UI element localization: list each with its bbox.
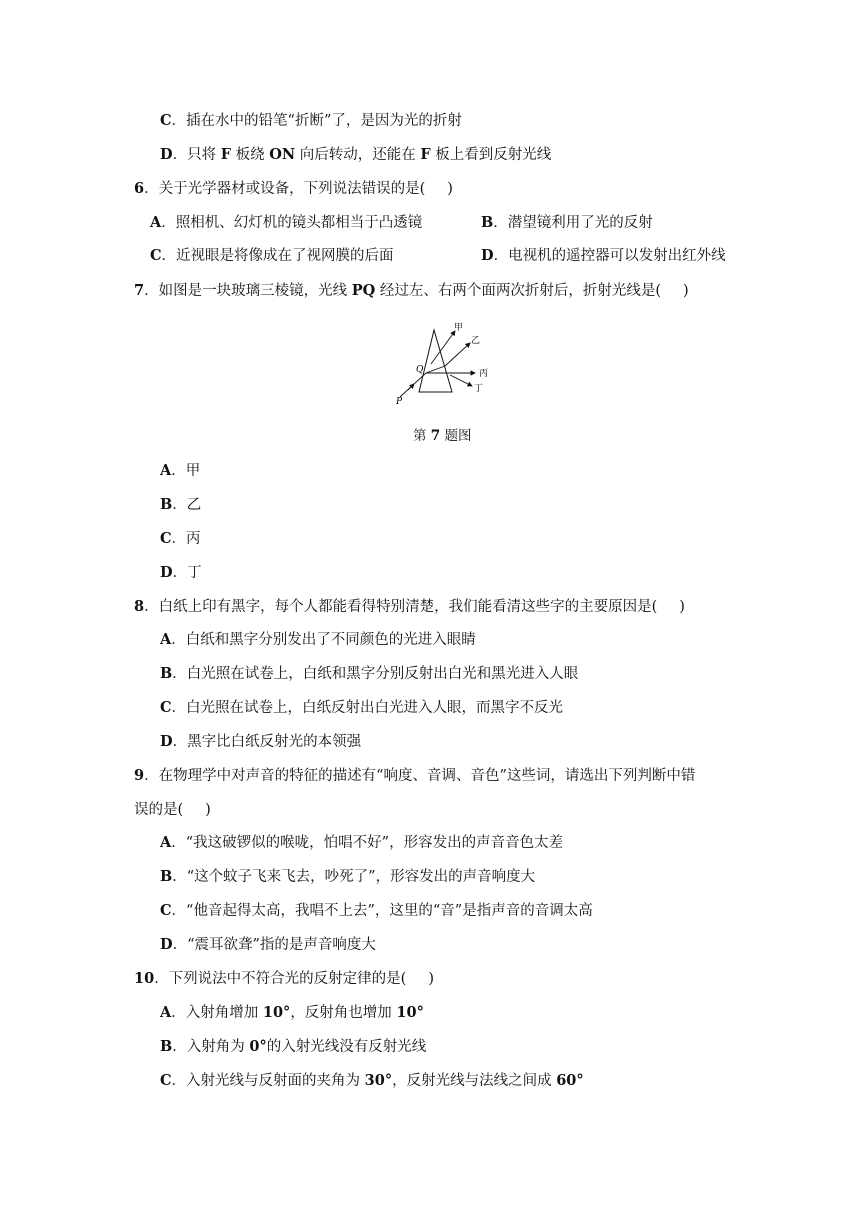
- option-text: ，反射角也增加: [290, 1005, 397, 1021]
- q8-option-c: [160, 698, 563, 718]
- q8-option-b: [160, 664, 578, 684]
- label-bing: 丙: [479, 369, 489, 379]
- option-text: ．黑字比白纸反射光的本领强: [172, 734, 362, 750]
- option-text: ．丙: [171, 531, 201, 547]
- ray-jia: [431, 331, 455, 364]
- option-letter: A: [160, 1004, 172, 1021]
- option-text: ．乙: [172, 497, 202, 513]
- option-text: ．照相机、幻灯机的镜头都相当于凸透镜: [161, 215, 423, 231]
- option-letter: D: [160, 936, 173, 953]
- option-letter: D: [160, 146, 173, 163]
- q5-option-d: [160, 145, 551, 165]
- question-number: 6: [134, 180, 145, 197]
- question-text: ．关于光学器材或设备，下列说法错误的是(: [144, 181, 426, 197]
- answer-paren-close: ): [447, 181, 453, 197]
- q10-option-b: [160, 1037, 426, 1057]
- option-letter: C: [160, 530, 172, 547]
- q9-option-a: [160, 833, 563, 853]
- option-letter: A: [150, 214, 162, 231]
- label-yi: 乙: [471, 336, 481, 346]
- option-letter: C: [160, 902, 172, 919]
- option-text: ．白光照在试卷上，白纸反射出白光进入人眼，而黑字不反光: [171, 700, 564, 716]
- option-letter: C: [160, 112, 172, 129]
- option-text: ．入射光线与反射面的夹角为: [171, 1073, 365, 1089]
- question-number: 9: [134, 767, 145, 784]
- q6-option-c: [150, 246, 394, 266]
- q10-stem: [134, 969, 434, 989]
- label-ding: 丁: [474, 384, 484, 394]
- question-number: 7: [134, 282, 145, 299]
- q10-option-a: [160, 1003, 424, 1023]
- option-text: ．入射角为: [172, 1039, 250, 1055]
- option-letter: A: [160, 462, 172, 479]
- q8-option-d: [160, 732, 361, 752]
- option-text: ．“他音起得太高，我唱不上去”，这里的“音”是指声音的音调太高: [171, 903, 593, 919]
- q5-option-c: [160, 111, 462, 131]
- option-bold: ON: [269, 146, 296, 163]
- question-text: ．下列说法中不符合光的反射定律的是(: [154, 971, 407, 987]
- option-text: 板上看到反射光线: [430, 147, 552, 163]
- option-letter: B: [481, 214, 494, 231]
- option-letter: D: [481, 247, 494, 264]
- option-bold: 30°: [364, 1072, 393, 1089]
- option-letter: B: [160, 665, 173, 682]
- q6-option-b: [481, 213, 653, 233]
- q6-option-a: [150, 213, 422, 233]
- option-letter: A: [160, 834, 172, 851]
- option-bold: 10°: [396, 1004, 424, 1021]
- option-text: ．白纸和黑字分别发出了不同颜色的光进入眼睛: [171, 632, 476, 648]
- answer-paren-close: ): [683, 283, 689, 299]
- q6-option-d: [481, 246, 726, 266]
- option-text: ．“这个蚊子飞来飞去，吵死了”，形容发出的声音响度大: [172, 869, 536, 885]
- option-text: ．电视机的遥控器可以发射出红外线: [493, 248, 726, 264]
- q9-option-b: [160, 867, 535, 887]
- answer-paren-close: ): [679, 599, 685, 615]
- q9-option-d: [160, 935, 376, 955]
- question-number: 8: [134, 598, 145, 615]
- option-text: ．插在水中的铅笔“折断”了，是因为光的折射: [171, 113, 462, 129]
- ray-ding: [450, 375, 472, 386]
- option-letter: D: [160, 733, 173, 750]
- option-text: ．入射角增加: [171, 1005, 263, 1021]
- option-text: ，反射光线与法线之间成: [392, 1073, 557, 1089]
- q8-stem: [134, 597, 685, 617]
- arrow-on-pq: [408, 384, 414, 390]
- option-text: ．白光照在试卷上，白纸和黑字分别反射出白光和黑光进入人眼: [172, 666, 579, 682]
- option-letter: B: [160, 1038, 173, 1055]
- prism-triangle: [419, 330, 452, 392]
- option-bold: 60°: [556, 1072, 584, 1089]
- option-text: 板绕: [230, 147, 270, 163]
- option-text: ．只将: [172, 147, 221, 163]
- q7-option-a: [160, 461, 200, 481]
- question-text: ．如图是一块玻璃三棱镜，光线: [144, 283, 352, 299]
- option-text: ．甲: [171, 463, 201, 479]
- question-text: ．白纸上印有黑字，每个人都能看得特别清楚，我们能看清这些字的主要原因是(: [144, 599, 658, 615]
- option-letter: A: [160, 631, 172, 648]
- answer-paren-close: ): [205, 802, 211, 818]
- option-letter: D: [160, 564, 173, 581]
- q7-option-d: [160, 563, 202, 583]
- figure-caption: 第 7 题图: [413, 428, 472, 444]
- option-letter: B: [160, 868, 173, 885]
- prism-figure: [390, 318, 502, 406]
- question-number: 10: [134, 970, 155, 987]
- q7-option-b: [160, 495, 201, 515]
- ray-inside: [426, 366, 445, 373]
- option-bold: 0°: [249, 1038, 267, 1055]
- q9-stem-line2: [134, 800, 211, 820]
- option-letter: C: [150, 247, 162, 264]
- q9-option-c: [160, 901, 593, 921]
- q7-option-c: [160, 529, 201, 549]
- question-text: 误的是(: [134, 802, 184, 818]
- option-letter: C: [160, 699, 172, 716]
- question-text: 经过左、右两个面两次折射后，折射光线是(: [375, 283, 662, 299]
- option-bold: F: [420, 146, 431, 163]
- option-text: 的入射光线没有反射光线: [266, 1039, 427, 1055]
- option-letter: B: [160, 496, 173, 513]
- label-q: Q: [416, 365, 424, 375]
- answer-paren-close: ): [428, 971, 435, 987]
- q10-option-c: [160, 1071, 584, 1091]
- q6-stem: [134, 179, 453, 199]
- label-p: P: [396, 397, 403, 406]
- question-bold: PQ: [351, 282, 376, 299]
- option-text: ．“我这破锣似的喉咙，怕唱不好”，形容发出的声音音色太差: [171, 835, 564, 851]
- option-bold: F: [220, 146, 231, 163]
- option-text: ．潜望镜利用了光的反射: [493, 215, 653, 231]
- label-jia: 甲: [454, 323, 464, 333]
- q8-option-a: [160, 630, 476, 650]
- option-text: 向后转动，还能在: [295, 147, 421, 163]
- option-text: ．“震耳欲聋”指的是声音响度大: [172, 937, 376, 953]
- option-letter: C: [160, 1072, 172, 1089]
- q7-stem: [134, 281, 689, 301]
- ray-yi: [445, 343, 470, 366]
- option-text: ．近视眼是将像成在了视网膜的后面: [161, 248, 394, 264]
- q9-stem-line1: [134, 766, 695, 786]
- option-bold: 10°: [262, 1004, 291, 1021]
- option-text: ．丁: [172, 565, 202, 581]
- question-text: ．在物理学中对声音的特征的描述有“响度、音调、音色”这些词，请选出下列判断中错: [144, 768, 696, 784]
